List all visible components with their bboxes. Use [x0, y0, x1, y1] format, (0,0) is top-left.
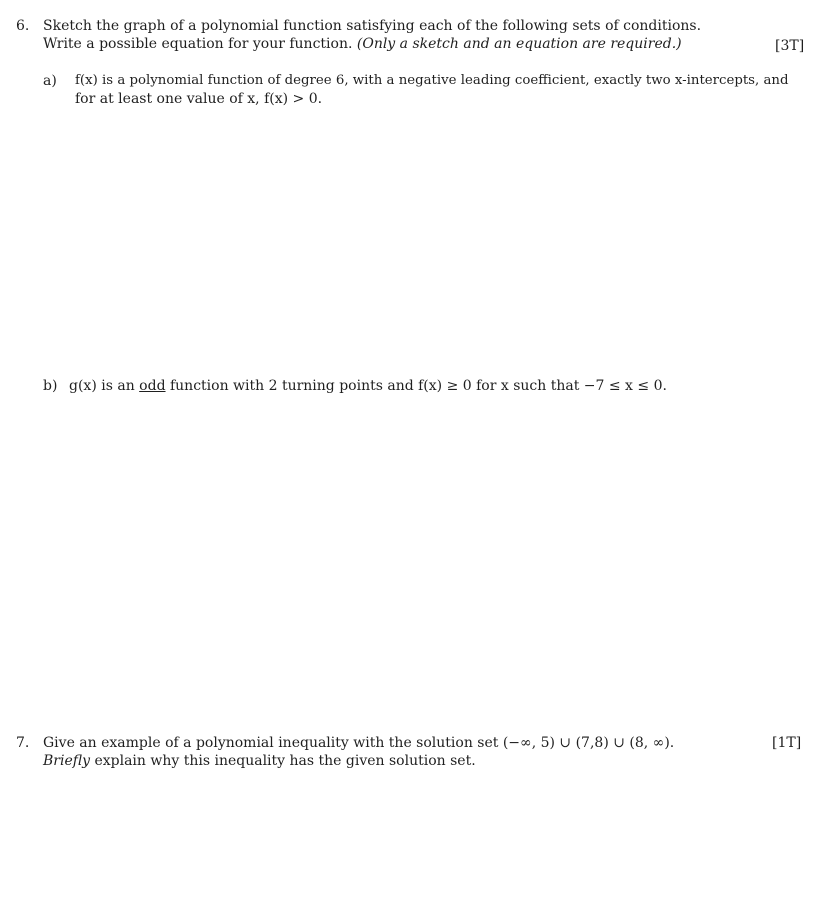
q6-line2-italic: (Only a sketch and an equation are required.)	[356, 36, 682, 52]
q6b-odd: odd	[139, 378, 166, 394]
q6a-label: a)	[43, 73, 57, 89]
q7-line2-rest: explain why this inequality has the given solution set.	[90, 753, 476, 769]
q6b-post: function with 2 turning points and f(x) ≥ 0 for x such that −7 ≤ x ≤ 0.	[165, 378, 667, 394]
q6b-text	[69, 377, 667, 395]
q7-number: 7.	[16, 735, 30, 751]
q7-marks: [1T]	[772, 735, 802, 751]
q6b-label: b)	[43, 378, 58, 394]
q6-marks: [3T]	[775, 38, 805, 54]
q6-line2	[43, 35, 682, 53]
q6a-line1: f(x) is a polynomial function of degree 6, with a negative leading coefficient, exactly two x-intercepts, and	[75, 73, 789, 88]
q6b-pre: g(x) is an	[69, 378, 140, 394]
q6-line2-plain: Write a possible equation for your function.	[43, 36, 357, 52]
q6-number: 6.	[16, 18, 30, 34]
q7-line2-italic: Briefly	[43, 753, 90, 769]
q7-line1: Give an example of a polynomial inequality with the solution set (−∞, 5) ∪ (7,8) ∪ (8, ∞).	[43, 735, 675, 751]
q6a-line2: for at least one value of x, f(x) > 0.	[75, 91, 323, 107]
q7-line2	[43, 752, 476, 770]
q6-line1: Sketch the graph of a polynomial function satisfying each of the following sets of conditions.	[43, 18, 702, 34]
